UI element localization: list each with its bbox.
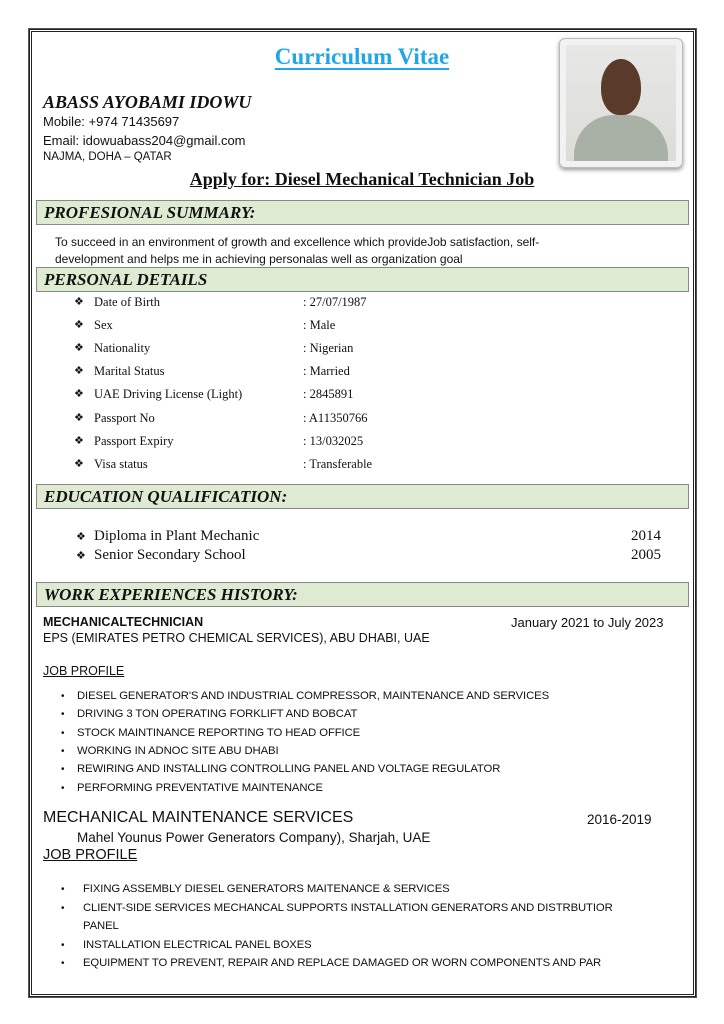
education-heading: EDUCATION QUALIFICATION:	[36, 484, 689, 509]
document-title: Curriculum Vitae	[274, 44, 450, 69]
duty-item: CLIENT-SIDE SERVICES MECHANCAL SUPPORTS INSTALLATION GENERATORS AND DISTRBUTIOR	[83, 901, 613, 914]
job-dates: 2016-2019	[587, 812, 652, 827]
personal-label: Passport No	[94, 410, 155, 425]
bullet-icon: •	[61, 764, 65, 776]
duty-item: INSTALLATION ELECTRICAL PANEL BOXES	[83, 938, 312, 951]
diamond-bullet-icon: ❖	[74, 388, 84, 401]
duty-item: DRIVING 3 TON OPERATING FORKLIFT AND BOBCAT	[77, 708, 358, 721]
personal-label: Passport Expiry	[94, 433, 174, 448]
personal-label: Sex	[94, 318, 113, 333]
job-company: EPS (EMIRATES PETRO CHEMICAL SERVICES), ABU DHABI, UAE	[43, 631, 430, 645]
duty-item: STOCK MAINTINANCE REPORTING TO HEAD OFFICE	[77, 726, 361, 739]
diamond-bullet-icon: ❖	[74, 457, 84, 470]
personal-value: : 2845891	[303, 387, 354, 402]
mobile: Mobile: +974 71435697	[43, 114, 180, 129]
bullet-icon: •	[61, 884, 65, 895]
diamond-bullet-icon: ❖	[74, 296, 84, 308]
diamond-bullet-icon: ❖	[74, 342, 84, 355]
summary-line: To succeed in an environment of growth and excellence which provideJob satisfaction, self-	[55, 235, 540, 249]
job-title: MECHANICAL MAINTENANCE SERVICES	[43, 809, 354, 826]
job-dates: January 2021 to July 2023	[511, 615, 664, 630]
profile-photo	[559, 38, 683, 168]
diamond-bullet-icon: ❖	[76, 531, 86, 543]
duty-item: WORKING IN ADNOC SITE ABU DHABI	[77, 744, 279, 757]
diamond-bullet-icon: ❖	[74, 319, 84, 332]
bullet-icon: •	[61, 745, 65, 757]
bullet-icon: •	[61, 691, 65, 702]
duty-item: PERFORMING PREVENTATIVE MAINTENANCE	[77, 781, 323, 794]
summary-heading: PROFESIONAL SUMMARY:	[36, 200, 689, 225]
personal-label: Marital Status	[94, 364, 165, 379]
education-item: Diploma in Plant Mechanic	[94, 528, 260, 544]
personal-value: : Married	[303, 364, 350, 379]
diamond-bullet-icon: ❖	[76, 550, 86, 562]
diamond-bullet-icon: ❖	[74, 411, 84, 424]
bullet-icon: •	[61, 902, 65, 914]
personal-label: Date of Birth	[94, 295, 160, 309]
education-year: 2014	[631, 528, 661, 544]
bullet-icon: •	[61, 939, 65, 951]
personal-value: : 13/032025	[303, 433, 364, 448]
job-profile-label: JOB PROFILE	[43, 847, 138, 863]
personal-value: : Nigerian	[303, 341, 354, 356]
bullet-icon: •	[61, 958, 65, 969]
personal-value: : 27/07/1987	[303, 295, 367, 309]
duty-item: PANEL	[83, 920, 119, 932]
duty-item: FIXING ASSEMBLY DIESEL GENERATORS MAITENANCE & SERVICES	[83, 883, 450, 895]
job-company: Mahel Younus Power Generators Company), Sharjah, UAE	[77, 830, 431, 845]
duty-item: REWIRING AND INSTALLING CONTROLLING PANEL AND VOLTAGE REGULATOR	[77, 763, 501, 776]
location: NAJMA, DOHA – QATAR	[43, 151, 172, 163]
duty-item: EQUIPMENT TO PREVENT, REPAIR AND REPLACE DAMAGED OR WORN COMPONENTS AND PAR	[83, 957, 602, 969]
email: Email: idowuabass204@gmail.com	[43, 133, 246, 148]
apply-for: Apply for: Diesel Mechanical Technician Job	[189, 169, 535, 189]
personal-value: : Transferable	[303, 456, 373, 471]
personal-value: : Male	[303, 318, 336, 333]
personal-heading: PERSONAL DETAILS	[36, 267, 689, 292]
work-heading: WORK EXPERIENCES HISTORY:	[36, 582, 689, 607]
bullet-icon: •	[61, 709, 65, 721]
education-item: Senior Secondary School	[94, 547, 246, 563]
bullet-icon: •	[61, 727, 65, 739]
personal-label: Nationality	[94, 341, 151, 356]
job-title: MECHANICALTECHNICIAN	[43, 615, 204, 629]
personal-label: Visa status	[94, 456, 148, 471]
duty-item: DIESEL GENERATOR'S AND INDUSTRIAL COMPRESSOR, MAINTENANCE AND SERVICES	[77, 690, 550, 702]
personal-label: UAE Driving License (Light)	[94, 387, 243, 402]
bullet-icon: •	[61, 782, 65, 794]
education-year: 2005	[631, 547, 661, 563]
summary-line: development and helps me in achieving personalas well as organization goal	[55, 252, 463, 266]
job-profile-label: JOB PROFILE	[43, 664, 125, 678]
diamond-bullet-icon: ❖	[74, 434, 84, 447]
personal-value: : A11350766	[303, 410, 368, 425]
diamond-bullet-icon: ❖	[74, 365, 84, 378]
candidate-name: ABASS AYOBAMI IDOWU	[43, 92, 252, 112]
